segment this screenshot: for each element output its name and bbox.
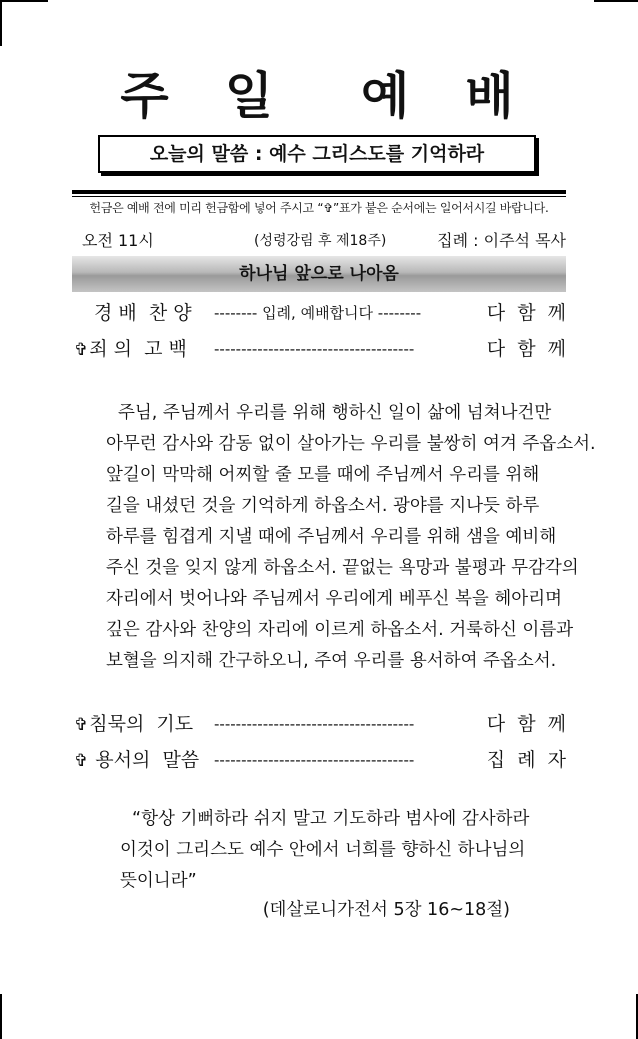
- offering-notice: 헌금은 예배 전에 미리 헌금함에 넣어 주시고 “✞”표가 붙은 순서에는 일어서시길 바랍니다.: [89, 201, 549, 215]
- verse-reference: (데살로니가전서 5장 16~18절): [262, 900, 510, 920]
- title-char-1: 주: [120, 67, 173, 125]
- prayer-line: 깊은 감사와 찬양의 자리에 이르게 하옵소서. 거룩하신 이름과: [106, 620, 574, 640]
- prayer-line: 주신 것을 잊지 않게 하옵소서. 끝없는 욕망과 불평과 무감각의: [106, 558, 579, 578]
- crop-mark-bottom-left: [0, 994, 2, 1039]
- officiant: 집례 : 이주석 목사: [437, 231, 566, 250]
- order-item-name: ✞ 용서의 말씀: [74, 749, 200, 771]
- title-char-4: 배: [465, 67, 518, 125]
- liturgical-season: (성령강림 후 제18주): [254, 233, 387, 249]
- divider-thick: [72, 190, 566, 194]
- page-title: [0, 64, 638, 128]
- prayer-line: 앞길이 막막해 어찌할 줄 모를 때에 주님께서 우리를 위해: [106, 465, 540, 485]
- order-item-who: 다 함 께: [486, 302, 566, 324]
- service-time: 오전 11시: [82, 231, 154, 250]
- order-item-name: ✞죄 의 고 백: [74, 338, 187, 360]
- order-item-leader-line: -------------------------------------: [214, 751, 415, 769]
- cross-icon: ✞: [74, 751, 89, 771]
- order-item-name: ✞침묵의 기도: [74, 713, 194, 735]
- order-item: [72, 299, 566, 327]
- prayer-line: 길을 내셨던 것을 기억하게 하옵소서. 광야를 지나듯 하루: [106, 496, 540, 516]
- order-item-name: 경 배 찬 양: [94, 302, 192, 324]
- order-item: [72, 710, 566, 738]
- verse-line: “항상 기뻐하라 쉬지 말고 기도하라 범사에 감사하라: [132, 809, 530, 829]
- title-char-3: 예: [361, 67, 414, 125]
- cross-icon: ✞: [74, 715, 89, 735]
- crop-mark-top-left-h: [0, 0, 48, 2]
- todays-word: 오늘의 말씀 : 예수 그리스도를 기억하라: [149, 143, 485, 165]
- order-item-who: 다 함 께: [486, 713, 566, 735]
- order-item-leader-line: -------------------------------------: [214, 715, 415, 733]
- divider-thin: [72, 196, 566, 197]
- prayer-line: 아무런 감사와 감동 없이 살아가는 우리를 불쌍히 여겨 주옵소서.: [106, 434, 596, 454]
- order-item-leader-line: -------------------------------------: [214, 340, 415, 358]
- prayer-line: 주님, 주님께서 우리를 위해 행하신 일이 삶에 넘쳐나건만: [118, 403, 552, 423]
- cross-icon: ✞: [74, 340, 89, 360]
- order-item: [72, 746, 566, 774]
- order-item-who: 집 례 자: [486, 749, 566, 771]
- crop-mark-top-right: [594, 0, 638, 2]
- order-item: [72, 335, 566, 363]
- verse-line: 뜻이니라”: [120, 871, 197, 891]
- verse-line: 이것이 그리스도 예수 안에서 너희를 향하신 하나님의: [120, 840, 526, 860]
- todays-word-box: [98, 135, 536, 173]
- order-item-leader-line: -------- 입례, 예배합니다 --------: [214, 304, 422, 322]
- order-item-who: 다 함 께: [486, 338, 566, 360]
- prayer-line: 보혈을 의지해 간구하오니, 주여 우리를 용서하여 주옵소서.: [106, 651, 557, 671]
- crop-mark-top-left: [0, 0, 2, 46]
- title-char-2: 일: [224, 67, 277, 125]
- section-banner: [72, 256, 566, 292]
- section-title: 하나님 앞으로 나아옴: [239, 264, 399, 284]
- prayer-line: 자리에서 벗어나와 주님께서 우리에게 베푸신 복을 헤아리며: [106, 589, 562, 609]
- prayer-line: 하루를 힘겹게 지낼 때에 주님께서 우리를 위해 샘을 예비해: [106, 527, 557, 547]
